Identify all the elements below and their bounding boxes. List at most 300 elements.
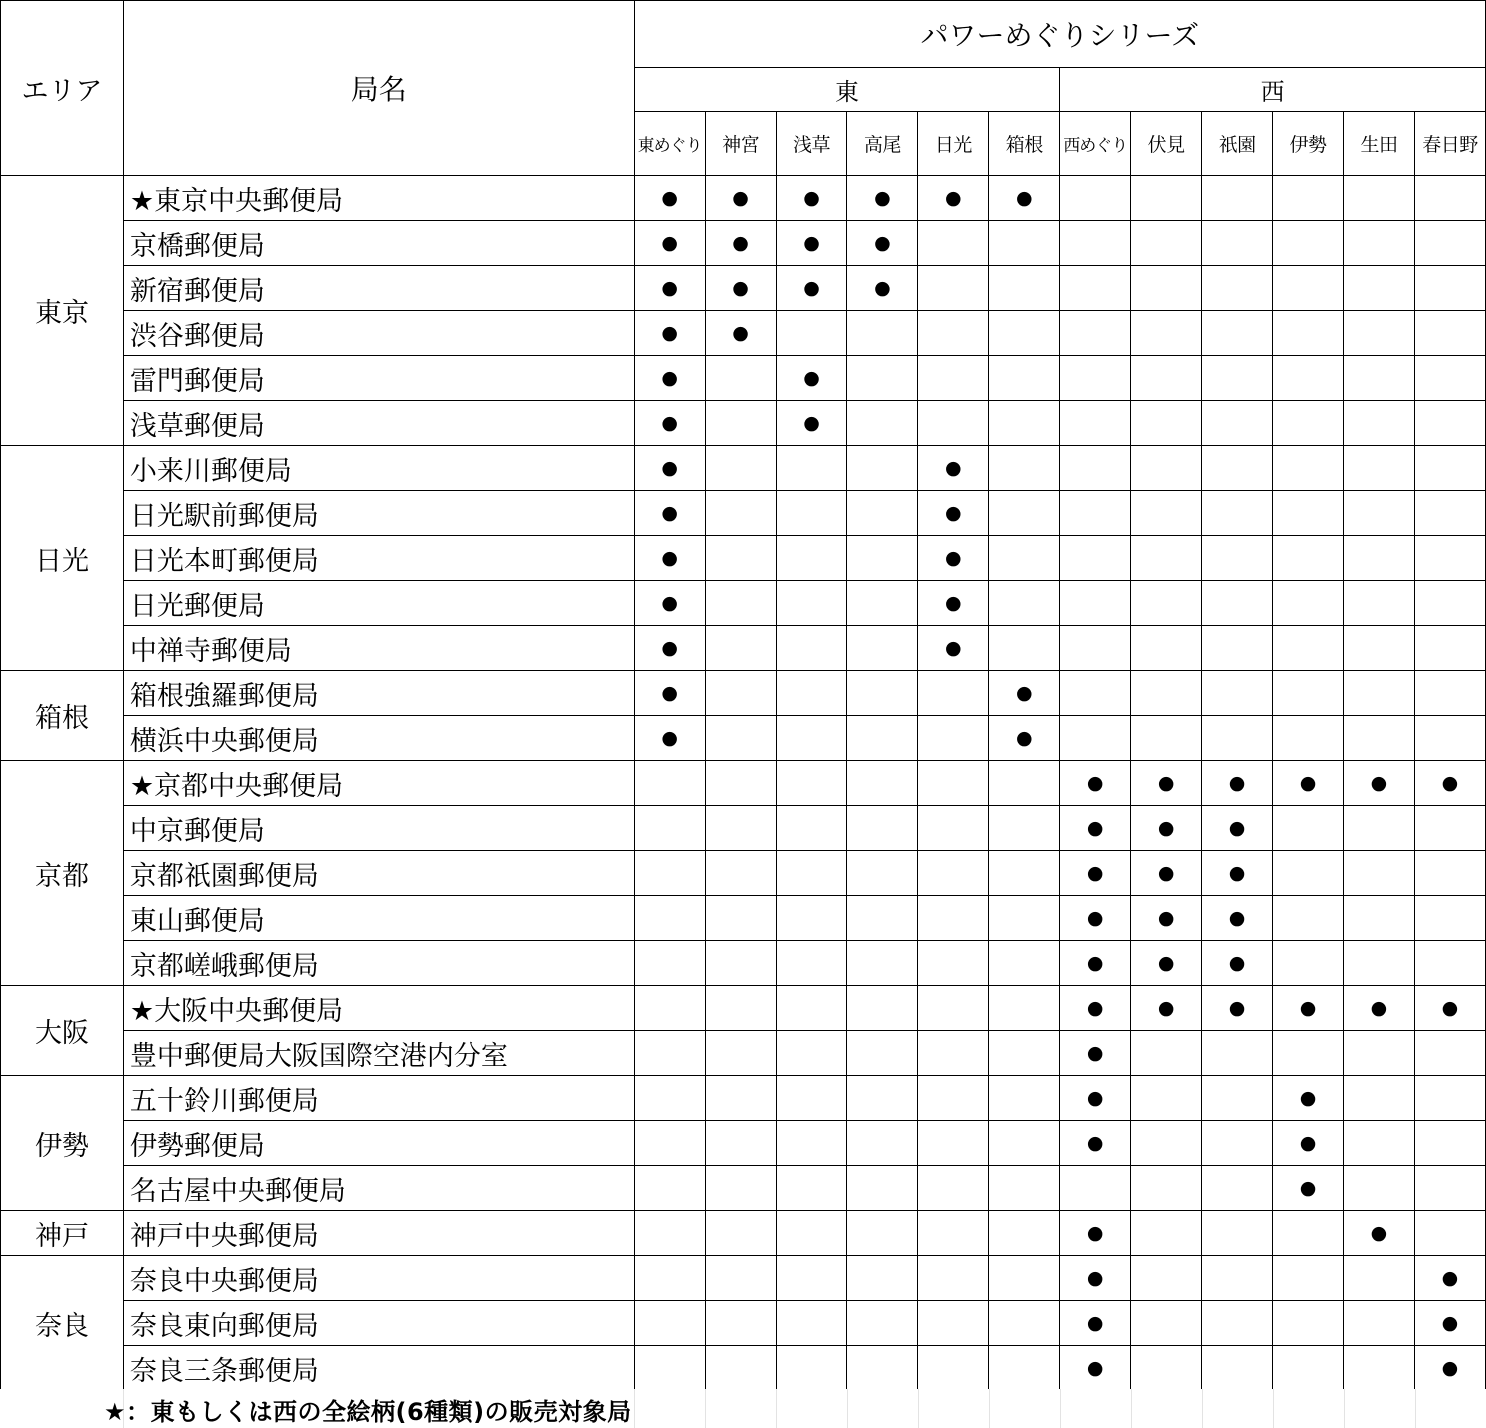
availability-dot: ● (705, 221, 776, 266)
empty-cell (1343, 1301, 1414, 1346)
empty-cell (847, 716, 918, 761)
empty-cell (989, 1031, 1060, 1076)
office-name-cell: 日光本町郵便局 (123, 536, 634, 581)
empty-cell (1343, 491, 1414, 536)
empty-cell (776, 1346, 847, 1391)
availability-dot: ● (776, 176, 847, 221)
availability-dot: ● (918, 491, 989, 536)
office-name-cell: ★東京中央郵便局 (123, 176, 634, 221)
empty-cell (989, 221, 1060, 266)
availability-dot: ● (776, 401, 847, 446)
area-cell: 神戸 (1, 1211, 124, 1256)
empty-cell (1060, 356, 1131, 401)
empty-cell (1343, 1121, 1414, 1166)
empty-cell (1131, 401, 1202, 446)
empty-cell (1060, 491, 1131, 536)
table-row (1, 626, 1486, 671)
empty-cell (1060, 401, 1131, 446)
availability-dot: ● (1060, 1301, 1131, 1346)
column-header: 伏見 (1131, 112, 1202, 176)
empty-cell (1202, 536, 1273, 581)
empty-cell (705, 1256, 776, 1301)
empty-cell (1131, 266, 1202, 311)
empty-cell (847, 626, 918, 671)
empty-cell (705, 761, 776, 806)
empty-cell (1273, 536, 1344, 581)
availability-dot: ● (776, 221, 847, 266)
office-name-cell: 伊勢郵便局 (123, 1121, 634, 1166)
office-name-cell: 横浜中央郵便局 (123, 716, 634, 761)
availability-dot: ● (1273, 1166, 1344, 1211)
empty-cell (1060, 1166, 1131, 1211)
gridline (918, 1389, 919, 1428)
column-header: 伊勢 (1273, 112, 1344, 176)
availability-dot: ● (1060, 1256, 1131, 1301)
empty-cell (918, 761, 989, 806)
availability-dot: ● (1202, 851, 1273, 896)
availability-dot: ● (634, 491, 705, 536)
table-row (1, 761, 1486, 806)
empty-cell (634, 1346, 705, 1391)
empty-cell (989, 1166, 1060, 1211)
empty-cell (776, 311, 847, 356)
empty-cell (1414, 581, 1485, 626)
availability-dot: ● (918, 626, 989, 671)
office-name-cell: 名古屋中央郵便局 (123, 1166, 634, 1211)
empty-cell (1202, 311, 1273, 356)
office-name-cell: 雷門郵便局 (123, 356, 634, 401)
table-row (1, 446, 1486, 491)
empty-cell (1273, 1346, 1344, 1391)
empty-cell (847, 1256, 918, 1301)
empty-cell (1202, 671, 1273, 716)
empty-cell (1414, 1031, 1485, 1076)
empty-cell (776, 941, 847, 986)
availability-dot: ● (918, 176, 989, 221)
availability-dot: ● (1060, 1211, 1131, 1256)
empty-cell (989, 356, 1060, 401)
empty-cell (705, 581, 776, 626)
empty-cell (705, 851, 776, 896)
office-name-cell: 京都嵯峨郵便局 (123, 941, 634, 986)
empty-cell (1273, 356, 1344, 401)
empty-cell (705, 491, 776, 536)
empty-cell (1131, 1076, 1202, 1121)
empty-cell (1060, 311, 1131, 356)
empty-cell (634, 1031, 705, 1076)
empty-cell (1202, 1031, 1273, 1076)
empty-cell (776, 851, 847, 896)
empty-cell (918, 266, 989, 311)
header-row-series (1, 1, 1486, 68)
office-name-cell: 京都祇園郵便局 (123, 851, 634, 896)
empty-cell (1273, 401, 1344, 446)
empty-cell (1414, 266, 1485, 311)
empty-cell (705, 356, 776, 401)
empty-cell (634, 761, 705, 806)
empty-cell (1202, 626, 1273, 671)
empty-cell (705, 446, 776, 491)
empty-cell (1060, 446, 1131, 491)
availability-dot: ● (1060, 896, 1131, 941)
empty-cell (1343, 221, 1414, 266)
empty-cell (705, 401, 776, 446)
empty-cell (776, 806, 847, 851)
empty-cell (1060, 626, 1131, 671)
empty-cell (1273, 851, 1344, 896)
empty-cell (1414, 716, 1485, 761)
availability-dot: ● (634, 671, 705, 716)
area-cell: 奈良 (1, 1256, 124, 1391)
office-name-cell: 箱根強羅郵便局 (123, 671, 634, 716)
empty-cell (989, 626, 1060, 671)
east-group-header: 東 (634, 68, 1060, 112)
empty-cell (918, 671, 989, 716)
empty-cell (1131, 671, 1202, 716)
empty-cell (847, 536, 918, 581)
empty-cell (1060, 536, 1131, 581)
table-row (1, 1346, 1486, 1391)
office-name-cell: ★大阪中央郵便局 (123, 986, 634, 1031)
empty-cell (634, 851, 705, 896)
empty-cell (847, 1121, 918, 1166)
empty-cell (1343, 851, 1414, 896)
empty-cell (918, 221, 989, 266)
availability-dot: ● (776, 356, 847, 401)
gridline (1131, 1389, 1132, 1428)
office-column-header: 局名 (123, 1, 634, 176)
empty-cell (1202, 1211, 1273, 1256)
empty-cell (1202, 176, 1273, 221)
empty-cell (705, 806, 776, 851)
availability-dot: ● (1060, 761, 1131, 806)
empty-cell (1273, 896, 1344, 941)
empty-cell (1131, 626, 1202, 671)
empty-cell (989, 1301, 1060, 1346)
column-header: 浅草 (776, 112, 847, 176)
empty-cell (634, 1301, 705, 1346)
availability-dot: ● (1060, 1346, 1131, 1391)
availability-dot: ● (1060, 806, 1131, 851)
empty-cell (918, 356, 989, 401)
empty-cell (847, 1346, 918, 1391)
empty-cell (918, 806, 989, 851)
empty-cell (1414, 671, 1485, 716)
empty-cell (1414, 1211, 1485, 1256)
empty-cell (1202, 1346, 1273, 1391)
empty-cell (989, 446, 1060, 491)
empty-cell (705, 716, 776, 761)
availability-dot: ● (1131, 941, 1202, 986)
office-name-cell: 神戸中央郵便局 (123, 1211, 634, 1256)
empty-cell (1202, 581, 1273, 626)
table-row (1, 1256, 1486, 1301)
availability-dot: ● (1343, 986, 1414, 1031)
empty-cell (847, 446, 918, 491)
empty-cell (776, 1166, 847, 1211)
table-row (1, 806, 1486, 851)
empty-cell (847, 401, 918, 446)
empty-cell (918, 401, 989, 446)
empty-cell (1343, 176, 1414, 221)
availability-dot: ● (989, 176, 1060, 221)
empty-cell (1131, 716, 1202, 761)
table-row (1, 1301, 1486, 1346)
empty-cell (1414, 1121, 1485, 1166)
empty-cell (918, 896, 989, 941)
empty-cell (1343, 671, 1414, 716)
gridline (1202, 1389, 1203, 1428)
empty-cell (634, 986, 705, 1031)
empty-cell (847, 491, 918, 536)
empty-cell (776, 1211, 847, 1256)
availability-dot: ● (1414, 1346, 1485, 1391)
empty-cell (776, 581, 847, 626)
empty-cell (1202, 446, 1273, 491)
empty-cell (776, 671, 847, 716)
empty-cell (1273, 446, 1344, 491)
empty-cell (847, 1076, 918, 1121)
availability-dot: ● (989, 671, 1060, 716)
empty-cell (918, 311, 989, 356)
column-header: 生田 (1343, 112, 1414, 176)
area-cell: 東京 (1, 176, 124, 446)
table-row (1, 986, 1486, 1031)
availability-dot: ● (1202, 986, 1273, 1031)
availability-dot: ● (918, 536, 989, 581)
empty-cell (1414, 446, 1485, 491)
column-header: 日光 (918, 112, 989, 176)
empty-cell (847, 806, 918, 851)
empty-cell (776, 1256, 847, 1301)
empty-cell (989, 1256, 1060, 1301)
empty-cell (989, 401, 1060, 446)
empty-cell (1202, 1256, 1273, 1301)
empty-cell (989, 491, 1060, 536)
availability-dot: ● (634, 176, 705, 221)
availability-dot: ● (1414, 1256, 1485, 1301)
empty-cell (634, 1211, 705, 1256)
empty-cell (1060, 581, 1131, 626)
footnote: ★：東もしくは西の全絵柄(6種類)の販売対象局 (104, 1398, 632, 1426)
empty-cell (1343, 1256, 1414, 1301)
availability-dot: ● (1202, 941, 1273, 986)
office-name-cell: 東山郵便局 (123, 896, 634, 941)
empty-cell (1414, 1076, 1485, 1121)
office-name-cell: 渋谷郵便局 (123, 311, 634, 356)
table-row (1, 536, 1486, 581)
empty-cell (1060, 671, 1131, 716)
empty-cell (918, 986, 989, 1031)
empty-cell (705, 671, 776, 716)
office-name-cell: 奈良三条郵便局 (123, 1346, 634, 1391)
table-row (1, 1031, 1486, 1076)
availability-dot: ● (1131, 806, 1202, 851)
gridline (847, 1389, 848, 1428)
empty-cell (918, 851, 989, 896)
empty-cell (1273, 1211, 1344, 1256)
column-header: 神宮 (705, 112, 776, 176)
availability-dot: ● (776, 266, 847, 311)
empty-cell (989, 1346, 1060, 1391)
column-header: 高尾 (847, 112, 918, 176)
empty-cell (1273, 266, 1344, 311)
area-cell: 箱根 (1, 671, 124, 761)
table-row (1, 581, 1486, 626)
availability-dot: ● (1131, 986, 1202, 1031)
empty-cell (1343, 1076, 1414, 1121)
availability-dot: ● (1273, 986, 1344, 1031)
empty-cell (776, 491, 847, 536)
empty-cell (634, 896, 705, 941)
empty-cell (847, 671, 918, 716)
empty-cell (918, 716, 989, 761)
empty-cell (1060, 716, 1131, 761)
table-row (1, 1166, 1486, 1211)
empty-cell (918, 1166, 989, 1211)
empty-cell (1414, 1166, 1485, 1211)
empty-cell (1343, 1166, 1414, 1211)
empty-cell (1131, 311, 1202, 356)
empty-cell (705, 1346, 776, 1391)
area-cell: 大阪 (1, 986, 124, 1076)
empty-cell (847, 896, 918, 941)
empty-cell (634, 806, 705, 851)
empty-cell (1414, 851, 1485, 896)
availability-dot: ● (918, 581, 989, 626)
availability-dot: ● (1202, 761, 1273, 806)
empty-cell (1414, 356, 1485, 401)
column-header: 祇園 (1202, 112, 1273, 176)
table-row (1, 1211, 1486, 1256)
empty-cell (1060, 221, 1131, 266)
empty-cell (918, 1031, 989, 1076)
empty-cell (1414, 896, 1485, 941)
availability-dot: ● (634, 401, 705, 446)
empty-cell (847, 761, 918, 806)
empty-cell (1343, 1346, 1414, 1391)
office-name-cell: 五十鈴川郵便局 (123, 1076, 634, 1121)
empty-cell (1273, 581, 1344, 626)
empty-cell (1343, 266, 1414, 311)
availability-dot: ● (634, 581, 705, 626)
empty-cell (776, 761, 847, 806)
table-row (1, 896, 1486, 941)
empty-cell (918, 1346, 989, 1391)
empty-cell (1060, 176, 1131, 221)
empty-cell (1343, 1031, 1414, 1076)
empty-cell (776, 536, 847, 581)
empty-cell (1202, 221, 1273, 266)
office-name-cell: 奈良東向郵便局 (123, 1301, 634, 1346)
empty-cell (776, 1301, 847, 1346)
area-cell: 日光 (1, 446, 124, 671)
empty-cell (1343, 941, 1414, 986)
office-name-cell: 小来川郵便局 (123, 446, 634, 491)
empty-cell (989, 851, 1060, 896)
gridline (776, 1389, 777, 1428)
empty-cell (989, 266, 1060, 311)
empty-cell (1343, 311, 1414, 356)
empty-cell (776, 446, 847, 491)
table-row (1, 266, 1486, 311)
availability-dot: ● (1060, 1031, 1131, 1076)
availability-dot: ● (1273, 1076, 1344, 1121)
table-row (1, 1076, 1486, 1121)
empty-cell (1131, 1121, 1202, 1166)
empty-cell (1131, 446, 1202, 491)
empty-cell (1202, 401, 1273, 446)
empty-cell (847, 1301, 918, 1346)
empty-cell (1131, 1166, 1202, 1211)
availability-dot: ● (1273, 761, 1344, 806)
empty-cell (1202, 1166, 1273, 1211)
empty-cell (847, 1211, 918, 1256)
empty-cell (1343, 626, 1414, 671)
empty-cell (1131, 176, 1202, 221)
availability-dot: ● (634, 311, 705, 356)
empty-cell (1202, 716, 1273, 761)
empty-cell (1273, 941, 1344, 986)
gridline (1415, 1389, 1416, 1428)
empty-cell (1414, 536, 1485, 581)
empty-cell (1273, 806, 1344, 851)
empty-cell (705, 536, 776, 581)
empty-cell (989, 1076, 1060, 1121)
empty-cell (847, 1031, 918, 1076)
column-header: 東めぐり (634, 112, 705, 176)
area-cell: 伊勢 (1, 1076, 124, 1211)
gridline (1060, 1389, 1061, 1428)
availability-dot: ● (1202, 896, 1273, 941)
empty-cell (776, 1031, 847, 1076)
empty-cell (705, 1121, 776, 1166)
column-header: 春日野 (1414, 112, 1485, 176)
availability-dot: ● (847, 176, 918, 221)
empty-cell (918, 1301, 989, 1346)
availability-dot: ● (705, 266, 776, 311)
empty-cell (918, 941, 989, 986)
area-cell: 京都 (1, 761, 124, 986)
empty-cell (1131, 1346, 1202, 1391)
empty-cell (989, 311, 1060, 356)
empty-cell (847, 311, 918, 356)
empty-cell (989, 761, 1060, 806)
office-name-cell: ★京都中央郵便局 (123, 761, 634, 806)
empty-cell (705, 1076, 776, 1121)
availability-dot: ● (634, 266, 705, 311)
empty-cell (1131, 491, 1202, 536)
availability-dot: ● (1414, 1301, 1485, 1346)
empty-cell (705, 941, 776, 986)
availability-dot: ● (705, 311, 776, 356)
empty-cell (634, 1256, 705, 1301)
availability-dot: ● (634, 716, 705, 761)
table-row (1, 311, 1486, 356)
empty-cell (1414, 311, 1485, 356)
availability-dot: ● (1060, 851, 1131, 896)
empty-cell (776, 716, 847, 761)
empty-cell (1343, 401, 1414, 446)
empty-cell (989, 941, 1060, 986)
gridline (1273, 1389, 1274, 1428)
table-row (1, 716, 1486, 761)
availability-dot: ● (634, 626, 705, 671)
empty-cell (1131, 581, 1202, 626)
availability-dot: ● (705, 176, 776, 221)
series-title: パワーめぐりシリーズ (634, 1, 1485, 68)
office-name-cell: 豊中郵便局大阪国際空港内分室 (123, 1031, 634, 1076)
